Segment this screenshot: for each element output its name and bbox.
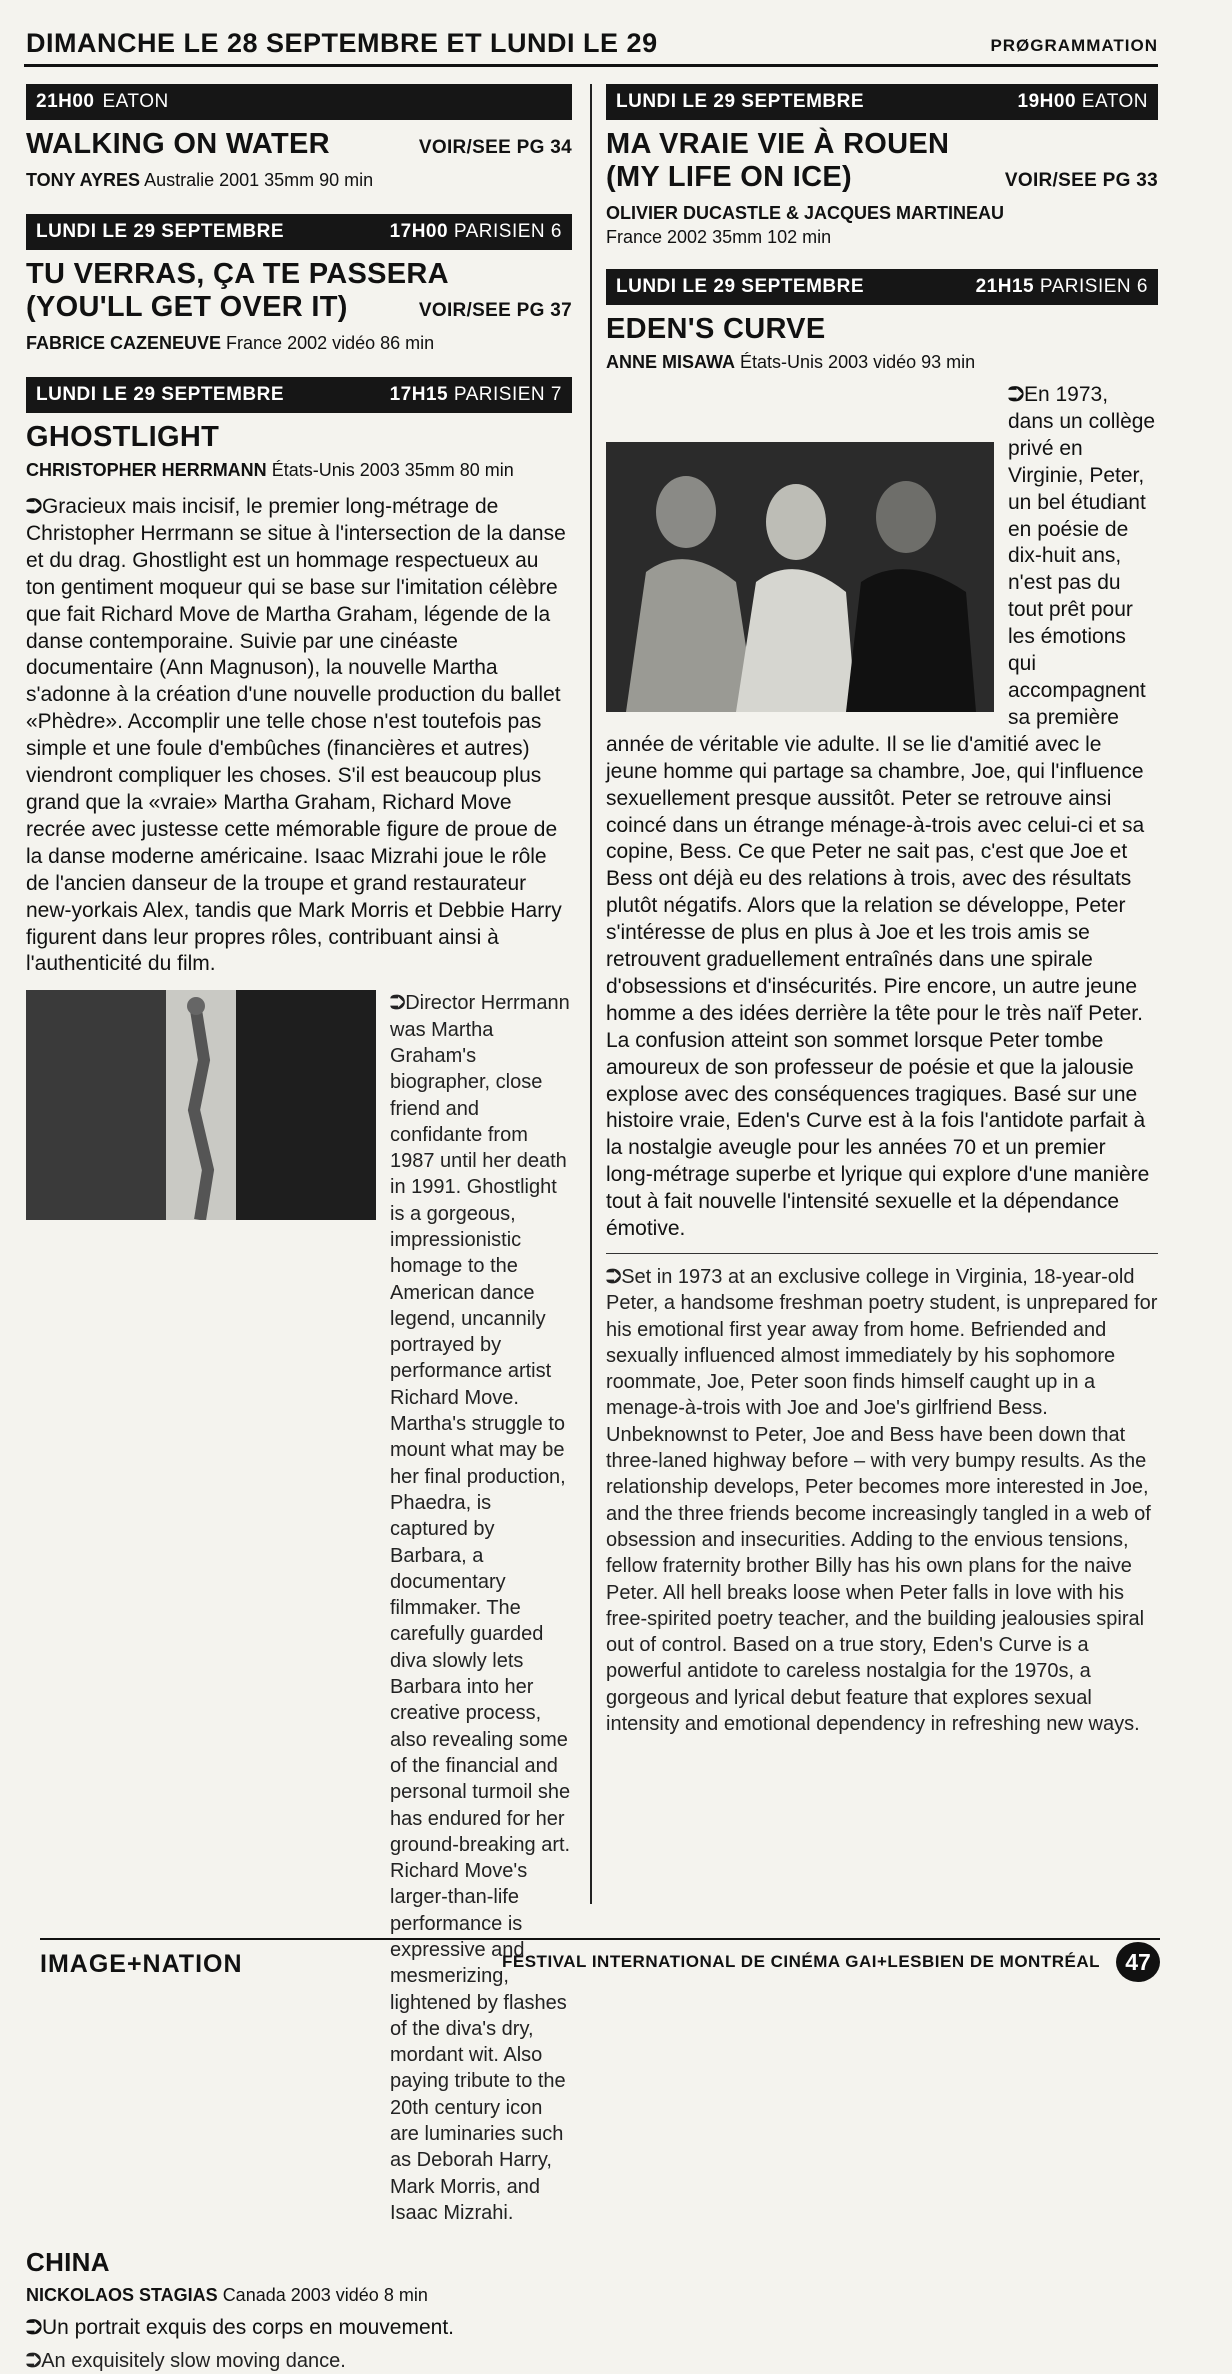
festival-name: FESTIVAL INTERNATIONAL DE CINÉMA GAI+LESBIEN DE MONTRÉAL xyxy=(502,1952,1100,1971)
film-title-row xyxy=(26,128,572,164)
synopsis-en xyxy=(390,990,572,2226)
column-divider xyxy=(590,84,592,1904)
screening-walking-on-water xyxy=(26,84,572,192)
screening-bar xyxy=(606,84,1158,120)
screening-china xyxy=(26,2246,572,2374)
film-meta: États-Unis 2003 35mm 80 min xyxy=(271,460,514,480)
brand-name: IMAGE+NATION xyxy=(40,1950,243,1978)
film-title: GHOSTLIGHT xyxy=(26,421,220,453)
screening-edens-curve xyxy=(606,269,1158,1737)
time: 21H15 xyxy=(975,276,1035,297)
film-title: EDEN'S CURVE xyxy=(606,313,826,345)
synopsis-en xyxy=(26,2348,572,2374)
synopsis-fr xyxy=(26,494,572,978)
synopsis-en-text: Set in 1973 at an exclusive college in Virginia, 18-year-old Peter, a handsome freshman poetry student, is unprepared for his emotional first year away from home. Befriended and sexually influenced almost immediately by his sophomore roommate, Joe, Peter soon finds himself caught up in a menage-à-trois with Joe and Joe's girlfriend Bess. Unbeknownst to Peter, Joe and Bess have been down that three-laned highway before – with very bumpy results. As the relationship develops, Peter becomes more interested in Joe, and the three friends become increasingly tangled in a web of obsession and insecurities. Adding to the envious tensions, fellow fraternity brother Billy has his own plans for the naive Peter. All hell breaks loose when Peter falls in love with his free-spirited poetry teacher, and the building jealousies spiral out of control. Based on a true story, Eden's Curve is a powerful antidote to careless nostalgia for the 1970s, a gorgeous and lyrical debut feature that explores sexual intensity and emotional dependency in refreshing new ways. xyxy=(606,1266,1158,1736)
edens-curve-still-photo xyxy=(606,442,994,712)
director: CHRISTOPHER HERRMANN xyxy=(26,460,267,480)
venue: PARISIEN 6 xyxy=(1039,276,1148,297)
date: LUNDI LE 29 SEPTEMBRE xyxy=(616,276,865,297)
page-header xyxy=(24,24,1158,67)
screening-bar xyxy=(26,377,572,413)
english-marker-icon: ⮊ xyxy=(26,2350,42,2373)
synopsis-en-text: Director Herrmann was Martha Graham's biographer, close friend and confidante from 1987 until her death in 1991. Ghostlight is a gorgeous, impressionistic homage to the American dance legend, uncannily portrayed by performance artist Richard Move. Martha's struggle to mount what may be her final production, Phaedra, is captured by Barbara, a documentary filmmaker. The carefully guarded diva slowly lets Barbara into her creative process, also revealing some of the financial and personal turmoil she has endured for her ground-breaking art. Richard Move's larger-than-life performance is expressive and mesmerizing, lightened by flashes of the diva's dry, mordant wit. Also paying tribute to the 20th century icon are luminaries such as Deborah Harry, Mark Morris, and Isaac Mizrahi. xyxy=(390,992,571,2224)
director: OLIVIER DUCASTLE & JACQUES MARTINEAU xyxy=(606,203,1005,223)
photo-row xyxy=(26,990,572,2226)
screening-bar xyxy=(26,84,572,120)
film-credit xyxy=(606,350,1158,374)
venue: PARISIEN 6 xyxy=(453,221,562,242)
venue: EATON xyxy=(102,91,169,112)
film-credit xyxy=(26,331,572,355)
time: 17H15 xyxy=(389,384,449,405)
film-meta: France 2002 vidéo 86 min xyxy=(226,333,435,353)
synopsis-en xyxy=(606,1253,1158,1737)
director: NICKOLAOS STAGIAS xyxy=(26,2285,218,2306)
date-heading: DIMANCHE LE 28 SEPTEMBRE ET LUNDI LE 29 xyxy=(26,28,658,58)
section-label: PRØGRAMMATION xyxy=(990,36,1158,55)
synopsis-fr xyxy=(26,2315,572,2342)
venue: EATON xyxy=(1081,91,1148,112)
ghostlight-still-photo xyxy=(26,990,376,1220)
film-title-alt: (YOU'LL GET OVER IT) xyxy=(26,291,348,323)
director: TONY AYRES xyxy=(26,170,141,190)
french-marker-icon: ⮊ xyxy=(1008,383,1024,406)
left-column xyxy=(26,84,572,2374)
date: LUNDI LE 29 SEPTEMBRE xyxy=(36,384,285,405)
film-title-row xyxy=(26,291,572,327)
synopsis-fr-text: Gracieux mais incisif, le premier long-métrage de Christopher Herrmann se situe à l'intersection de la danse et du drag. Ghostlight est un hommage respectueux au ton gentiment moqueur qui se base sur l'imitation célèbre que fait Richard Move de Martha Graham, légende de la danse contemporaine. Suivie par une cinéaste documentaire (Ann Magnuson), la nouvelle Martha s'adonne à la création d'une nouvelle production du ballet «Phèdre». Accomplir une telle chose n'est toutefois pas simple et une foule d'embûches (financières et autres) viendront compliquer les choses. S'il est beaucoup plus grand que la «vraie» Martha Graham, Richard Move recrée avec justesse cette mémorable figure de proue de la danse moderne américaine. Isaac Mizrahi joue le rôle de l'ancien danseur de la troupe et grand restaurateur new-yorkais Alex, tandis que Mark Morris et Debbie Harry figurent dans leur propres rôles, contribuant ainsi à l'authenticité du film. xyxy=(26,495,566,976)
synopsis-fr-text: En 1973, dans un collège privé en Virginie, Peter, un bel étudiant en poésie de dix-huit ans, n'est pas du tout prêt pour les émotions qui accompagnent sa première année de véritable vie adulte. Il se lie d'amitié avec le jeune homme qui partage sa chambre, Joe, qui l'influence sexuellement presque aussitôt. Peter se retrouve ainsi coincé dans un étrange ménage-à-trois avec celui-ci et sa copine, Bess. Ce que Peter ne sait pas, c'est que Joe et Bess ont déjà eu des relations à trois, avec des résultats plutôt négatifs. Alors que la relation se développe, Peter s'intéresse de plus en plus à Joe et les trois amis se retrouvent graduellement entraînés dans une spirale d'obsessions et d'insécurités. Pire encore, un autre jeune homme a des idées derrière la tête pour le très naïf Peter. La confusion atteint son sommet lorsque Peter tombe amoureux de son professeur de poésie et que la jalousie explose avec des conséquences tragiques. Basé sur une histoire vraie, Eden's Curve est à la fois l'antidote parfait à la nostalgie aveugle pour les années 70 et un premier long-métrage superbe et lyrique qui explore d'une manière tout à fait nouvelle l'intensité sexuelle et la dépendance émotive. xyxy=(606,383,1156,1241)
see-page-ref: VOIR/SEE PG 34 xyxy=(418,137,572,158)
english-marker-icon: ⮊ xyxy=(390,992,406,1015)
see-page-ref: VOIR/SEE PG 33 xyxy=(1004,170,1158,191)
film-title: WALKING ON WATER xyxy=(26,128,330,160)
director: FABRICE CAZENEUVE xyxy=(26,333,222,353)
right-column xyxy=(606,84,1158,1737)
film-meta: Canada 2003 vidéo 8 min xyxy=(222,2285,428,2306)
time: 17H00 xyxy=(389,221,449,242)
director: ANNE MISAWA xyxy=(606,352,736,372)
screening-tu-verras xyxy=(26,214,572,355)
time: 21H00 xyxy=(36,91,95,112)
film-credit xyxy=(26,168,572,192)
french-marker-icon: ⮊ xyxy=(26,2316,42,2340)
english-marker-icon: ⮊ xyxy=(606,1266,622,1288)
venue: PARISIEN 7 xyxy=(453,384,562,405)
see-page-ref: VOIR/SEE PG 37 xyxy=(418,300,572,321)
synopsis-en-text: An exquisitely slow moving dance. xyxy=(41,2350,346,2373)
date: LUNDI LE 29 SEPTEMBRE xyxy=(616,91,865,112)
dancer-silhouette-icon xyxy=(26,990,376,1220)
time: 19H00 xyxy=(1017,91,1077,112)
date: LUNDI LE 29 SEPTEMBRE xyxy=(36,221,285,242)
film-credit xyxy=(606,201,1158,249)
film-title: MA VRAIE VIE À ROUEN xyxy=(606,128,950,160)
page-number: 47 xyxy=(1116,1942,1160,1982)
film-credit xyxy=(26,2283,572,2307)
synopsis-fr xyxy=(606,382,1158,1243)
film-credit xyxy=(26,458,572,482)
three-figures-photo-icon xyxy=(606,442,994,712)
film-meta: France 2002 35mm 102 min xyxy=(606,227,832,247)
film-title-alt: (MY LIFE ON ICE) xyxy=(606,161,852,193)
screening-bar xyxy=(26,214,572,250)
film-title: TU VERRAS, ÇA TE PASSERA xyxy=(26,258,449,290)
film-title-row xyxy=(606,161,1158,197)
french-marker-icon: ⮊ xyxy=(26,495,42,518)
film-meta: Australie 2001 35mm 90 min xyxy=(144,170,374,190)
screening-bar xyxy=(606,269,1158,305)
film-title: CHINA xyxy=(26,2247,110,2278)
film-meta: États-Unis 2003 vidéo 93 min xyxy=(740,352,976,372)
synopsis-fr-text: Un portrait exquis des corps en mouvement. xyxy=(41,2316,455,2340)
page-footer xyxy=(40,1938,1160,1980)
screening-ma-vraie-vie xyxy=(606,84,1158,249)
